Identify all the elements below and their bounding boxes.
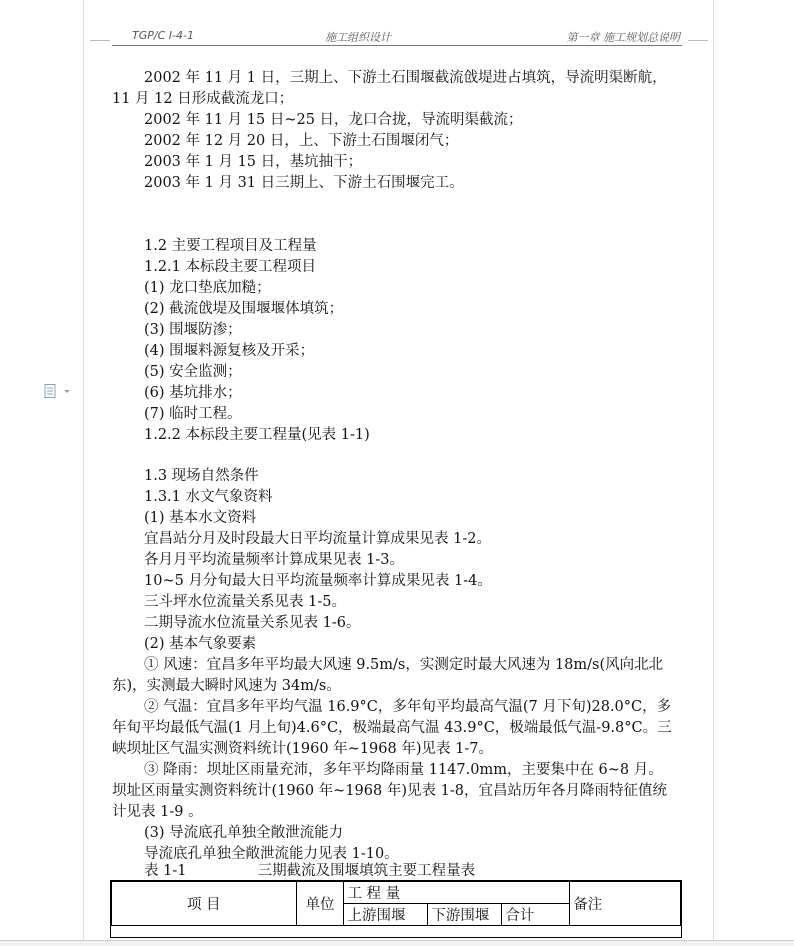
list-item: (5) 安全监测；: [144, 364, 242, 380]
crop-mark-top-right: [688, 40, 708, 41]
table-header-remark: 备注: [570, 882, 681, 926]
table-caption-number: 表 1-1: [144, 863, 187, 879]
text-line: 三斗坪水位流量关系见表 1-5。: [144, 594, 346, 610]
text-line: 10~5 月分旬最大日平均流量频率计算成果见表 1-4。: [144, 573, 492, 589]
table-header-item: 项 目: [112, 882, 297, 926]
text-line: 坝址区雨量实测资料统计(1960 年~1968 年)见表 1-8，宜昌站历年各月降雨特征值统: [112, 783, 667, 799]
right-margin-guide: [713, 0, 714, 945]
header-chapter: 第一章 施工规划总说明: [566, 31, 680, 44]
text-line: 2002 年 11 月 1 日，三期上、下游土石围堰截流戗堤进占填筑，导流明渠断航，: [144, 70, 667, 86]
quantity-table: [111, 881, 681, 926]
list-item: (6) 基坑排水；: [144, 385, 242, 401]
text-line: 二期导流水位流量关系见表 1-6。: [144, 615, 361, 631]
list-item: (7) 临时工程。: [144, 406, 242, 422]
table-header-unit: 单位: [296, 882, 344, 926]
text-line: ② 气温：宜昌多年平均气温 16.9°C，多年旬平均最高气温(7 月下旬)28.0°C，多: [144, 699, 672, 715]
table-header-downstream: 下游围堰: [428, 904, 502, 926]
table-caption: [112, 861, 694, 881]
text-line: 2002 年 12 月 20 日，上、下游土石围堰闭气；: [144, 133, 459, 149]
text-line: 峡坝址区气温实测资料统计(1960 年~1968 年)见表 1-7。: [112, 741, 493, 757]
list-item: (1) 基本水文资料: [144, 510, 257, 526]
paragraph-options-icon[interactable]: [44, 384, 74, 398]
text-line: 2003 年 1 月 15 日，基坑抽干；: [144, 154, 363, 170]
text-line: 2003 年 1 月 31 日三期上、下游土石围堰完工。: [144, 175, 464, 191]
crop-mark-top-left: [90, 40, 110, 41]
subsection-heading: 1.3.1 水文气象资料: [144, 489, 273, 505]
list-item: (3) 围堰防渗；: [144, 322, 242, 338]
text-line: 2002 年 11 月 15 日~25 日，龙口合拢，导流明渠截流；: [144, 112, 523, 128]
text-line: 各月月平均流量频率计算成果见表 1-3。: [144, 552, 404, 568]
header-doc-code: TGP/C Ⅰ-4-1: [132, 29, 194, 42]
text-line: 导流底孔单独全敞泄流能力见表 1-10。: [144, 846, 399, 862]
list-item: (2) 截流戗堤及围堰堰体填筑；: [144, 301, 344, 317]
subsection-heading: 1.2.1 本标段主要工程项目: [144, 259, 317, 275]
list-item: (1) 龙口垫底加糙；: [144, 280, 271, 296]
list-item: (4) 围堰料源复核及开采；: [144, 343, 315, 359]
text-line: 东)，实测最大瞬时风速为 34m/s。: [112, 678, 341, 694]
subsection-heading: 1.2.2 本标段主要工程量(见表 1-1): [144, 427, 370, 443]
table-header-quantity: 工 程 量: [344, 882, 570, 904]
section-heading: 1.2 主要工程项目及工程量: [144, 238, 317, 254]
text-line: 宜昌站分月及时段最大日平均流量计算成果见表 1-2。: [144, 531, 491, 547]
page-bottom-edge: [0, 940, 794, 946]
text-line: ① 风速：宜昌多年平均最大风速 9.5m/s，实测定时最大风速为 18m/s(风向北北: [144, 657, 664, 673]
table-header-total: 合计: [502, 904, 570, 926]
section-heading: 1.3 现场自然条件: [144, 468, 259, 484]
text-line: 11 月 12 日形成截流龙口；: [112, 91, 294, 107]
header-rule: [112, 45, 682, 46]
text-line: ③ 降雨：坝址区雨量充沛，多年平均降雨量 1147.0mm，主要集中在 6~8 月。: [144, 762, 663, 778]
left-margin-guide: [83, 0, 84, 945]
text-line: 计见表 1-9 。: [112, 804, 203, 820]
text-line: 年旬平均最低气温(1 月上旬)4.6°C，极端最高气温 43.9°C，极端最低气温-9.8°C。三: [112, 720, 672, 736]
list-item: (2) 基本气象要素: [144, 636, 257, 652]
table-caption-title: 三期截流及围堰填筑主要工程量表: [257, 863, 476, 879]
table-header-upstream: 上游围堰: [344, 904, 428, 926]
list-item: (3) 导流底孔单独全敞泄流能力: [144, 825, 344, 841]
page-header: [112, 27, 680, 45]
header-doc-title: 施工组织设计: [325, 31, 391, 44]
